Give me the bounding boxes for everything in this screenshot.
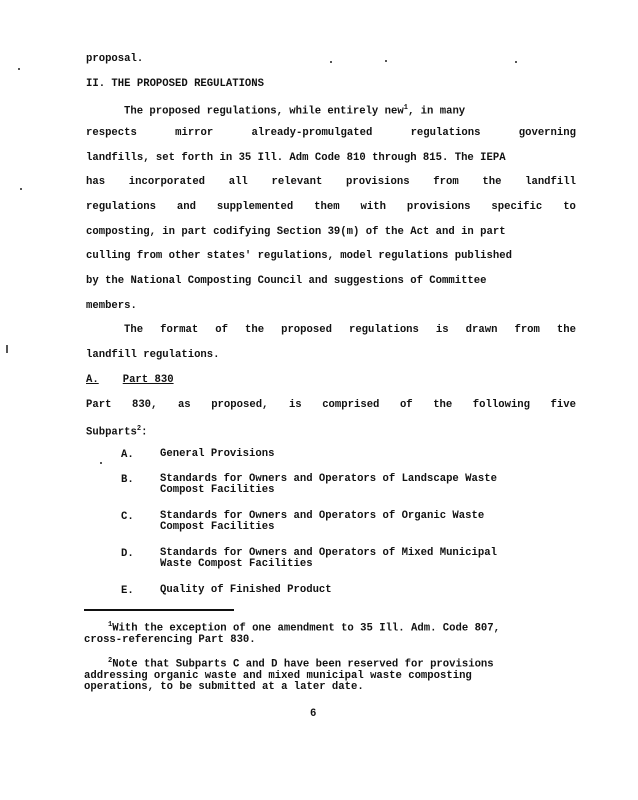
subpart-title: Standards for Owners and Operators of Mixed Municipal Waste Compost Facilities: [160, 547, 497, 570]
subpart-letter: C.: [121, 511, 134, 523]
scan-speck: [6, 345, 8, 353]
subpart-title: Quality of Finished Product: [160, 584, 332, 596]
scan-speck: [20, 188, 22, 190]
scan-speck: [18, 68, 20, 70]
scan-speck: [385, 60, 387, 62]
subpart-letter: E.: [121, 585, 134, 597]
text-line: composting, in part codifying Section 39(m) of the Act and in part: [86, 226, 506, 238]
subpart-title: General Provisions: [160, 448, 275, 460]
section-heading: II. THE PROPOSED REGULATIONS: [86, 78, 265, 90]
text-line: culling from other states' regulations, model regulations published: [86, 250, 512, 262]
subpart-title: Standards for Owners and Operators of Organic Waste Compost Facilities: [160, 510, 485, 533]
subpart-title: Standards for Owners and Operators of Landscape Waste Compost Facilities: [160, 473, 497, 496]
subsection-heading: A. Part 830: [86, 374, 174, 386]
scan-speck: [330, 61, 332, 63]
scan-speck: [515, 61, 517, 63]
text-line: by the National Composting Council and suggestions of Committee: [86, 275, 487, 287]
subpart-letter: D.: [121, 548, 134, 560]
footnote-2: $^2$Note that Subparts C and D have been reserved for provisions addressing organic waste and mixed municipal waste composting operations, to be submitted at a later date.: [84, 657, 494, 693]
text-line: landfills, set forth in 35 Ill. Adm Code 810 through 815. The IEPA: [86, 152, 506, 164]
subpart-letter: B.: [121, 474, 134, 486]
scan-speck: [100, 462, 102, 464]
footnote-divider: [84, 609, 234, 611]
text-line: landfill regulations.: [86, 349, 220, 361]
text-line: has incorporated all relevant provisions from the landfill: [86, 176, 576, 188]
text-line: Subparts$^2$:: [86, 425, 148, 439]
text-line: The proposed regulations, while entirely new$^1$, in many: [124, 104, 466, 118]
page-number: 6: [310, 708, 317, 720]
text-line: members.: [86, 300, 137, 312]
text-line: The format of the proposed regulations is drawn from the: [124, 324, 576, 336]
text-line: respects mirror already-promulgated regulations governing: [86, 127, 576, 139]
text-line: proposal.: [86, 53, 144, 65]
footnote-1: $^1$With the exception of one amendment to 35 Ill. Adm. Code 807, cross-referencing Part 830.: [84, 621, 500, 646]
subpart-letter: A.: [121, 449, 134, 461]
text-line: regulations and supplemented them with provisions specific to: [86, 201, 576, 213]
text-line: Part 830, as proposed, is comprised of the following five: [86, 399, 576, 411]
